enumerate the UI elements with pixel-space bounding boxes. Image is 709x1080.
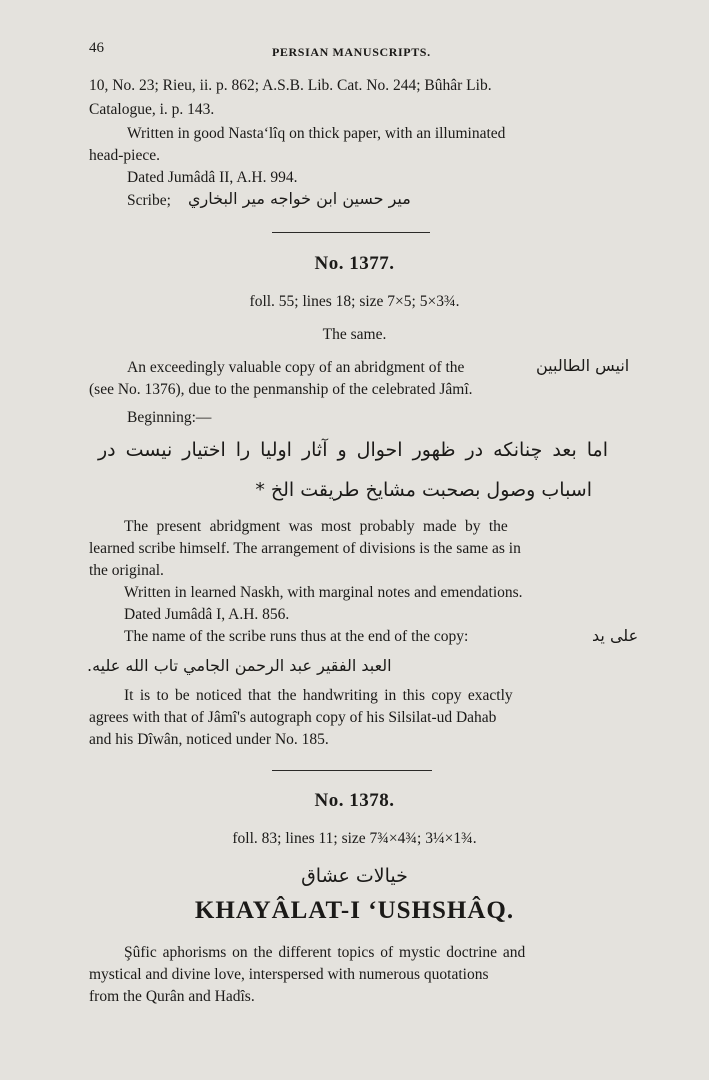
description-line-2: (see No. 1376), due to the penmanship of the celebrated Jâmî. [89,381,473,398]
beginning-arabic-line-1: اما بعد چنانکه در ظهور احوال و آثار اولیا را اختیار نیست در [98,439,608,461]
beginning-arabic-line-2: اسباب وصول بصحبت مشایخ طریقت الخ * [255,479,592,501]
paragraph-line-1: The present abridgment was most probably made by the [124,518,508,535]
scribe-line: The name of the scribe runs thus at the end of the copy: [124,628,469,645]
dated-line: Dated Jumâdâ I, A.H. 856. [124,606,290,623]
paragraph-2-line-3: and his Dîwân, noticed under No. 185. [89,731,329,748]
paragraph-line-3: the original. [89,562,164,579]
scribe-arabic-1: علی ید [592,626,639,645]
description-line-2: head-piece. [89,147,160,164]
description-line-3: from the Qurân and Hadîs. [89,988,255,1005]
running-head: PERSIAN MANUSCRIPTS. [272,45,431,59]
folio-info: foll. 83; lines 11; size 7¾×4¾; 3¼×1¾. [232,830,477,847]
dated-line: Dated Jumâdâ II, A.H. 994. [127,169,298,186]
title-arabic-inline: انیس الطالبین [536,356,630,375]
paragraph-2-line-2: agrees with that of Jâmî's autograph copy of his Silsilat-ud Dahab [89,709,497,726]
beginning-label: Beginning:— [127,409,212,426]
reference-line-1: 10, No. 23; Rieu, ii. p. 862; A.S.B. Lib. Cat. No. 244; Bûhâr Lib. [89,77,492,94]
script-line: Written in learned Naskh, with marginal notes and emendations. [124,584,523,601]
reference-line-2: Catalogue, i. p. 143. [89,101,215,118]
description-line-1: Şûfic aphorisms on the different topics of mystic doctrine and [124,944,526,961]
scribe-arabic-2: العبد الفقیر عبد الرحمن الجامي تاب الله علیه. [87,656,392,675]
entry-number: No. 1377. [314,253,395,274]
title-arabic: خیالات عشاق [301,865,408,887]
description-line-1: Written in good Nasta‘lîq on thick paper, with an illuminated [127,125,506,142]
description-line-1: An exceedingly valuable copy of an abridgment of the [127,359,465,376]
entry-number: No. 1378. [314,790,395,811]
page-number: 46 [89,40,104,56]
paragraph-2-line-1: It is to be noticed that the handwriting in this copy exactly [124,687,513,704]
description-line-2: mystical and divine love, interspersed with numerous quotations [89,966,489,983]
scribe-label: Scribe; [127,192,171,209]
entry-title: KHAYÂLAT-I ‘USHSHÂQ. [194,897,515,924]
folio-info: foll. 55; lines 18; size 7×5; 5×3¾. [249,293,460,310]
section-divider [272,770,432,771]
scribe-arabic: میر حسین ابن خواجه میر البخاري [188,189,411,208]
section-divider [272,232,430,233]
paragraph-line-2: learned scribe himself. The arrangement of divisions is the same as in [89,540,521,557]
entry-subtitle: The same. [322,326,387,343]
